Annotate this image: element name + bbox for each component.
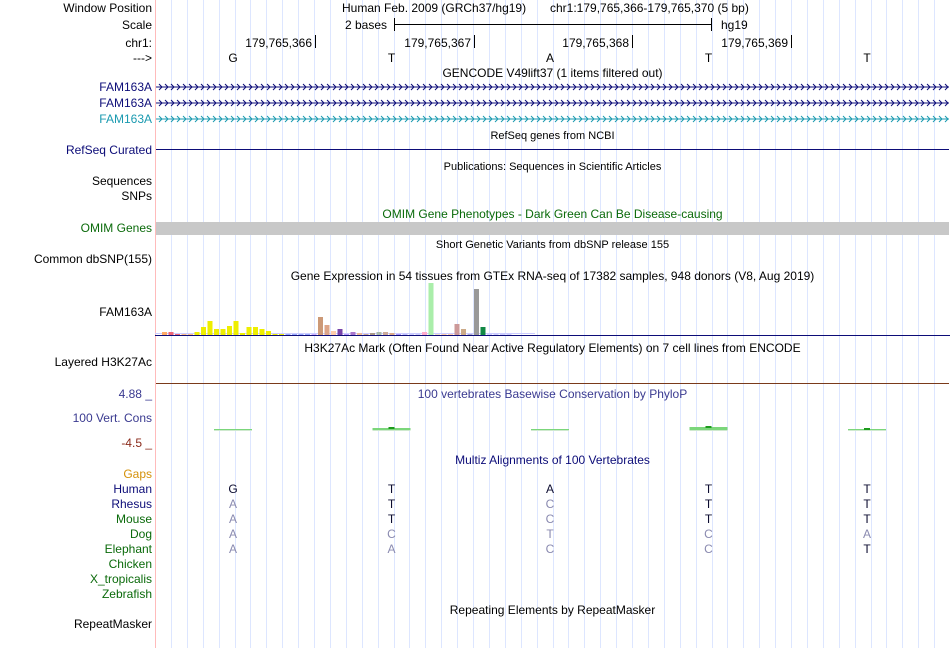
- omim-track-title[interactable]: OMIM Gene Phenotypes - Dark Green Can Be Disease-causing: [382, 207, 723, 221]
- assembly-title: Human Feb. 2009 (GRCh37/hg19): [342, 1, 527, 15]
- species-label[interactable]: Human: [113, 482, 152, 496]
- species-label[interactable]: Mouse: [115, 512, 152, 526]
- phylop-track-title[interactable]: 100 vertebrates Basewise Conservation by PhyloP: [417, 387, 688, 401]
- alignment-base: A: [228, 527, 237, 541]
- strand-label: --->: [133, 51, 152, 65]
- alignment-base: A: [387, 542, 396, 556]
- alignment-base: C: [545, 542, 555, 556]
- gencode-item-label[interactable]: FAM163A: [99, 112, 152, 126]
- reference-base: G: [228, 51, 238, 65]
- alignment-base: T: [863, 542, 871, 556]
- gtex-tissue-bar: [370, 333, 375, 335]
- alignment-base: C: [387, 527, 396, 541]
- refseq-curated-label[interactable]: RefSeq Curated: [65, 143, 152, 157]
- gtex-tissue-bar: [344, 334, 349, 335]
- h3k27ac-track-title[interactable]: H3K27Ac Mark (Often Found Near Active Regulatory Elements) on 7 cell lines from ENCODE: [304, 341, 801, 355]
- gtex-tissue-bar: [221, 329, 226, 335]
- alignment-base: A: [228, 512, 237, 526]
- phylop-score-peak: [706, 426, 712, 428]
- scale-label: Scale: [121, 18, 152, 32]
- gtex-tissue-bar: [500, 334, 505, 335]
- gtex-tissue-bar: [266, 331, 271, 335]
- alignment-base: T: [863, 482, 871, 496]
- alignment-base: T: [704, 497, 713, 511]
- coordinate-label: 179,765,368: [562, 36, 629, 50]
- gencode-item-label[interactable]: FAM163A: [99, 80, 152, 94]
- gtex-tissue-bar: [318, 317, 323, 335]
- coordinate-tick: [474, 35, 475, 48]
- gtex-tissue-bar: [416, 334, 421, 335]
- gtex-tissue-bar: [357, 333, 362, 335]
- scale-db: hg19: [721, 18, 748, 32]
- gtex-tissue-bar: [299, 334, 304, 335]
- gtex-tissue-bar: [253, 327, 258, 335]
- alignment-base: C: [704, 542, 713, 556]
- alignment-base: C: [545, 497, 555, 511]
- gtex-tissue-bar: [461, 329, 466, 335]
- gtex-tissue-bar: [455, 324, 460, 335]
- gtex-tissue-bar: [175, 334, 180, 335]
- coordinate-tick: [632, 35, 633, 48]
- gencode-item-label[interactable]: FAM163A: [99, 96, 152, 110]
- gtex-tissue-bar: [214, 329, 219, 335]
- gtex-tissue-bar: [403, 334, 408, 335]
- publications-track-title[interactable]: Publications: Sequences in Scientific Articles: [443, 161, 662, 173]
- repeatmasker-label[interactable]: RepeatMasker: [73, 617, 152, 631]
- gencode-transcript-line[interactable]: [156, 82, 949, 92]
- phylop-score-peak: [864, 428, 870, 430]
- alignment-base: T: [546, 527, 554, 541]
- scale-text: 2 bases: [345, 18, 388, 32]
- gtex-tissue-bar: [448, 334, 453, 335]
- common-dbsnp-label[interactable]: Common dbSNP(155): [33, 252, 152, 266]
- phylop-score-peak: [389, 427, 395, 429]
- gtex-tissue-bar: [435, 334, 440, 335]
- gtex-tissue-bar: [260, 329, 265, 335]
- gtex-gene-label[interactable]: FAM163A: [99, 305, 152, 319]
- gtex-tissue-bar: [273, 334, 278, 335]
- gtex-tissue-bar: [338, 329, 343, 335]
- phylop-conservation-plot[interactable]: [155, 400, 950, 440]
- alignment-base: T: [387, 512, 396, 526]
- gtex-tissue-bar: [162, 332, 167, 335]
- coordinate-label: 179,765,367: [404, 36, 471, 50]
- gtex-tissue-bar: [182, 334, 187, 335]
- alignment-base: G: [228, 482, 238, 496]
- gtex-tissue-bar: [507, 334, 512, 335]
- scale-bar: [394, 24, 712, 25]
- alignment-base: A: [545, 482, 554, 496]
- gtex-tissue-bar: [188, 334, 193, 335]
- alignment-base: A: [862, 527, 871, 541]
- gtex-tissue-bar: [305, 334, 310, 335]
- gtex-tissue-bar: [312, 334, 317, 335]
- gtex-tissue-bar: [279, 334, 284, 335]
- alignment-base: A: [228, 542, 237, 556]
- gtex-tissue-bar: [481, 327, 486, 335]
- reference-base: T: [387, 51, 396, 65]
- gtex-tissue-bar: [208, 321, 213, 335]
- reference-base: A: [545, 51, 554, 65]
- gencode-transcript-line[interactable]: [156, 98, 949, 108]
- gtex-tissue-bar: [351, 332, 356, 335]
- alignment-base: T: [387, 497, 396, 511]
- reference-base: T: [863, 51, 871, 65]
- gtex-tissue-bar: [468, 334, 473, 335]
- 100-vert-cons-label[interactable]: 100 Vert. Cons: [72, 411, 152, 425]
- phylop-score-bar: [214, 429, 252, 430]
- omim-gene-bar[interactable]: [156, 222, 949, 235]
- gtex-tissue-bar: [364, 334, 369, 335]
- gtex-tissue-bar: [292, 334, 297, 335]
- repeatmasker-track-title[interactable]: Repeating Elements by RepeatMasker: [449, 603, 656, 617]
- multiz-track-title[interactable]: Multiz Alignments of 100 Vertebrates: [455, 453, 650, 467]
- sequences-label[interactable]: Sequences: [91, 174, 152, 188]
- alignment-base: T: [704, 512, 713, 526]
- gtex-tissue-bar: [383, 332, 388, 335]
- coordinate-tick: [315, 35, 316, 48]
- gtex-tissue-bar: [240, 333, 245, 335]
- gtex-tissue-bar: [396, 334, 401, 335]
- gtex-tissue-bar: [377, 332, 382, 335]
- window-position-label: Window Position: [63, 1, 152, 15]
- alignment-base: C: [704, 527, 713, 541]
- gtex-tissue-bar: [325, 325, 330, 335]
- gencode-transcript-line[interactable]: [156, 114, 949, 124]
- coordinate-label: 179,765,369: [721, 36, 788, 50]
- position-range: chr1:179,765,366-179,765,370 (5 bp): [550, 1, 749, 15]
- gtex-tissue-bar: [227, 326, 232, 335]
- alignment-base: T: [863, 497, 871, 511]
- reference-base: T: [704, 51, 713, 65]
- alignment-base: T: [704, 482, 713, 496]
- species-label[interactable]: Elephant: [104, 542, 152, 556]
- gtex-tissue-bar: [286, 334, 291, 335]
- gtex-tissue-bar: [201, 327, 206, 335]
- gtex-tissue-bar: [442, 334, 447, 335]
- gtex-tissue-bar: [390, 333, 395, 335]
- refseq-gene-line[interactable]: [156, 149, 949, 150]
- refseq-track-title[interactable]: RefSeq genes from NCBI: [490, 130, 615, 142]
- gtex-tissue-bar: [331, 331, 336, 335]
- gtex-tissue-bar: [429, 283, 434, 335]
- gtex-expression-chart[interactable]: [155, 283, 950, 339]
- alignment-base: A: [228, 497, 237, 511]
- h3k27ac-signal-line[interactable]: [156, 383, 949, 384]
- chrom-label: chr1:: [125, 36, 152, 50]
- gtex-tissue-bar: [409, 334, 414, 335]
- dbsnp-track-title[interactable]: Short Genetic Variants from dbSNP release 155: [435, 239, 670, 251]
- species-label[interactable]: X_tropicalis: [89, 572, 152, 586]
- gtex-tissue-bar: [494, 334, 499, 335]
- phylop-max-label: 4.88 _: [118, 387, 152, 401]
- snps-label[interactable]: SNPs: [121, 189, 152, 203]
- alignment-base: T: [863, 512, 871, 526]
- gtex-tissue-bar: [247, 327, 252, 335]
- layered-h3k27ac-label[interactable]: Layered H3K27Ac: [54, 355, 152, 369]
- phylop-min-label: -4.5 _: [121, 436, 152, 450]
- alignment-base: C: [545, 512, 555, 526]
- gtex-tissue-bar: [234, 321, 239, 335]
- phylop-score-bar: [531, 429, 569, 430]
- gaps-label[interactable]: Gaps: [123, 467, 152, 481]
- gtex-tissue-bar: [422, 332, 427, 335]
- omim-genes-label[interactable]: OMIM Genes: [80, 221, 152, 235]
- gtex-tissue-bar: [474, 289, 479, 335]
- gtex-tissue-bar: [169, 332, 174, 335]
- coordinate-label: 179,765,366: [245, 36, 312, 50]
- gtex-tissue-bar: [195, 332, 200, 335]
- species-label[interactable]: Rhesus: [111, 497, 152, 511]
- gtex-track-title[interactable]: Gene Expression in 54 tissues from GTEx RNA-seq of 17382 samples, 948 donors (V8, Aug 2019): [290, 269, 815, 283]
- coordinate-tick: [791, 35, 792, 48]
- species-label[interactable]: Chicken: [108, 557, 152, 571]
- gtex-tissue-bar: [487, 334, 492, 335]
- gencode-track-title[interactable]: GENCODE V49lift37 (1 items filtered out): [442, 66, 663, 80]
- species-label[interactable]: Zebrafish: [101, 587, 152, 601]
- species-label[interactable]: Dog: [129, 527, 152, 541]
- alignment-base: T: [387, 482, 396, 496]
